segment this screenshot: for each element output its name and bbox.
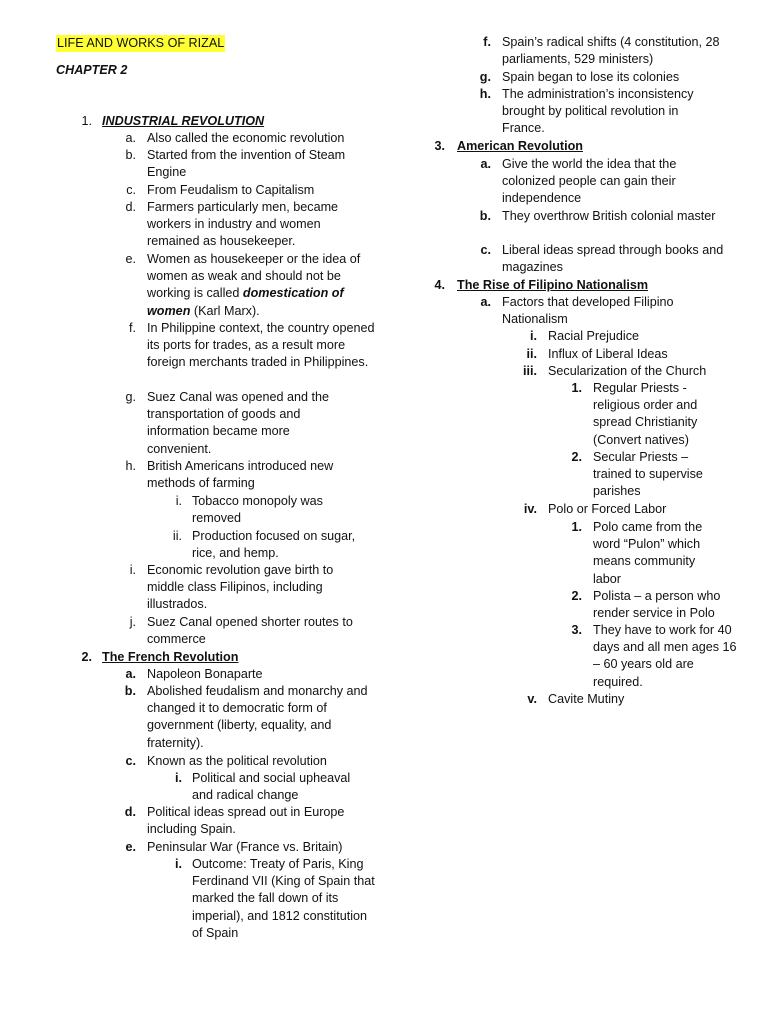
list-marker: iii.	[523, 364, 537, 378]
text-run: (Karl Marx).	[190, 303, 260, 318]
list-marker: b.	[125, 148, 136, 162]
list-marker: 3.	[571, 623, 582, 637]
list-item-text: Give the world the idea that the colonized people can gain their independence	[502, 157, 677, 206]
list-marker: iv.	[523, 502, 537, 516]
list-item-text: Peninsular War (France vs. Britain)	[147, 840, 343, 854]
list-item-text: Liberal ideas spread through books and magazines	[502, 243, 724, 275]
list-marker: 1.	[81, 114, 92, 128]
section-title: The Rise of Filipino Nationalism	[457, 278, 649, 292]
list-item-text: Political and social upheaval and radical change	[192, 771, 351, 803]
list-item-text: The administration’s inconsistency brought by political revolution in France.	[502, 87, 694, 136]
list-item-text: Spain began to lose its colonies	[502, 70, 680, 84]
list-item-text: Napoleon Bonaparte	[147, 667, 263, 681]
list-item-text: British Americans introduced new methods of farming	[147, 459, 334, 491]
list-item-text: Secular Priests – trained to supervise parishes	[593, 450, 703, 499]
list-item-text: Influx of Liberal Ideas	[548, 347, 668, 361]
list-item-text: Known as the political revolution	[147, 754, 327, 768]
list-marker: c.	[126, 183, 136, 197]
list-item-text: In Philippine context, the country opened its ports for trades, as a result more foreign merchants traded in Philippines.	[147, 321, 375, 370]
list-marker: b.	[124, 684, 136, 698]
list-item-text: Outcome: Treaty of Paris, King Ferdinand VII (King of Spain that marked the fall down of its imperial), and 1812 constitution of Spain	[192, 857, 375, 940]
list-marker: f.	[129, 321, 136, 335]
list-marker: e.	[125, 840, 136, 854]
list-marker: g.	[479, 70, 491, 84]
list-marker: v.	[527, 692, 537, 706]
list-item-text: Regular Priests - religious order and spread Christianity (Convert natives)	[593, 381, 698, 447]
list-marker: 2.	[81, 650, 92, 664]
document-title: LIFE AND WORKS OF RIZAL	[56, 35, 225, 52]
list-marker: 1.	[571, 381, 582, 395]
list-item-text: Polista – a person who render service in Polo	[593, 589, 721, 621]
list-marker: i.	[129, 563, 136, 577]
list-marker: i.	[175, 771, 182, 785]
list-marker: a.	[125, 667, 136, 681]
list-marker: d.	[125, 200, 136, 214]
list-marker: 2.	[571, 589, 582, 603]
list-item-text: Polo or Forced Labor	[548, 502, 667, 516]
list-item-text: Political ideas spread out in Europe including Spain.	[147, 805, 345, 837]
list-item-text: Suez Canal opened shorter routes to commerce	[147, 615, 353, 647]
section-title: American Revolution	[457, 139, 583, 153]
list-item-text: Polo came from the word “Pulon” which means community labor	[593, 520, 703, 586]
list-item-text: Suez Canal was opened and the transportation of goods and information became more convenient.	[147, 390, 330, 456]
list-marker: h.	[125, 459, 136, 473]
list-marker: a.	[125, 131, 136, 145]
list-item-text: Racial Prejudice	[548, 329, 639, 343]
list-marker: 4.	[434, 278, 445, 292]
list-marker: f.	[483, 35, 491, 49]
list-item-text: Also called the economic revolution	[147, 131, 345, 145]
list-item-text: Factors that developed Filipino Nationalism	[502, 295, 674, 327]
list-marker: 2.	[571, 450, 582, 464]
list-marker: c.	[480, 243, 491, 257]
list-marker: b.	[479, 209, 491, 223]
list-item-text: Started from the invention of Steam Engine	[147, 148, 346, 180]
list-item-text: They have to work for 40 days and all men ages 16 – 60 years old are required.	[593, 623, 737, 689]
text-run: Women as housekeeper or the idea of women as weak and should not be working is called	[147, 252, 361, 301]
list-item-text: Secularization of the Church	[548, 364, 707, 378]
list-item-text: Production focused on sugar, rice, and hemp.	[192, 529, 356, 561]
list-marker: c.	[125, 754, 136, 768]
list-marker: 3.	[434, 139, 445, 153]
list-item-text: Spain’s radical shifts (4 constitution, 28 parliaments, 529 ministers)	[502, 35, 720, 67]
list-marker: d.	[124, 805, 136, 819]
list-marker: a.	[480, 295, 491, 309]
section-title: The French Revolution	[102, 650, 239, 664]
list-marker: j.	[129, 615, 136, 629]
list-item-text: Tobacco monopoly was removed	[192, 494, 323, 526]
list-marker: ii.	[526, 347, 537, 361]
list-marker: i.	[175, 494, 182, 508]
list-marker: i.	[175, 857, 182, 871]
list-item-text	[147, 251, 379, 320]
list-marker: i.	[530, 329, 537, 343]
list-marker: ii.	[172, 529, 182, 543]
list-item-text: Cavite Mutiny	[548, 692, 625, 706]
list-marker: a.	[480, 157, 491, 171]
list-marker: e.	[125, 252, 136, 266]
list-item-text: From Feudalism to Capitalism	[147, 183, 315, 197]
list-marker: 1.	[571, 520, 582, 534]
section-title: INDUSTRIAL REVOLUTION	[102, 114, 265, 128]
list-item-text: Farmers particularly men, became workers in industry and women remained as housekeeper.	[147, 200, 339, 249]
list-item-text: They overthrow British colonial master	[502, 209, 716, 223]
chapter-heading: CHAPTER 2	[56, 63, 128, 77]
list-marker: g.	[125, 390, 136, 404]
list-item-text: Abolished feudalism and monarchy and changed it to democratic form of government (liberty, equality, and fraternity).	[147, 684, 368, 750]
list-item-text: Economic revolution gave birth to middle class Filipinos, including illustrados.	[147, 563, 334, 612]
list-marker: h.	[479, 87, 491, 101]
term-domestication-of-women: domestication of women	[147, 286, 344, 318]
